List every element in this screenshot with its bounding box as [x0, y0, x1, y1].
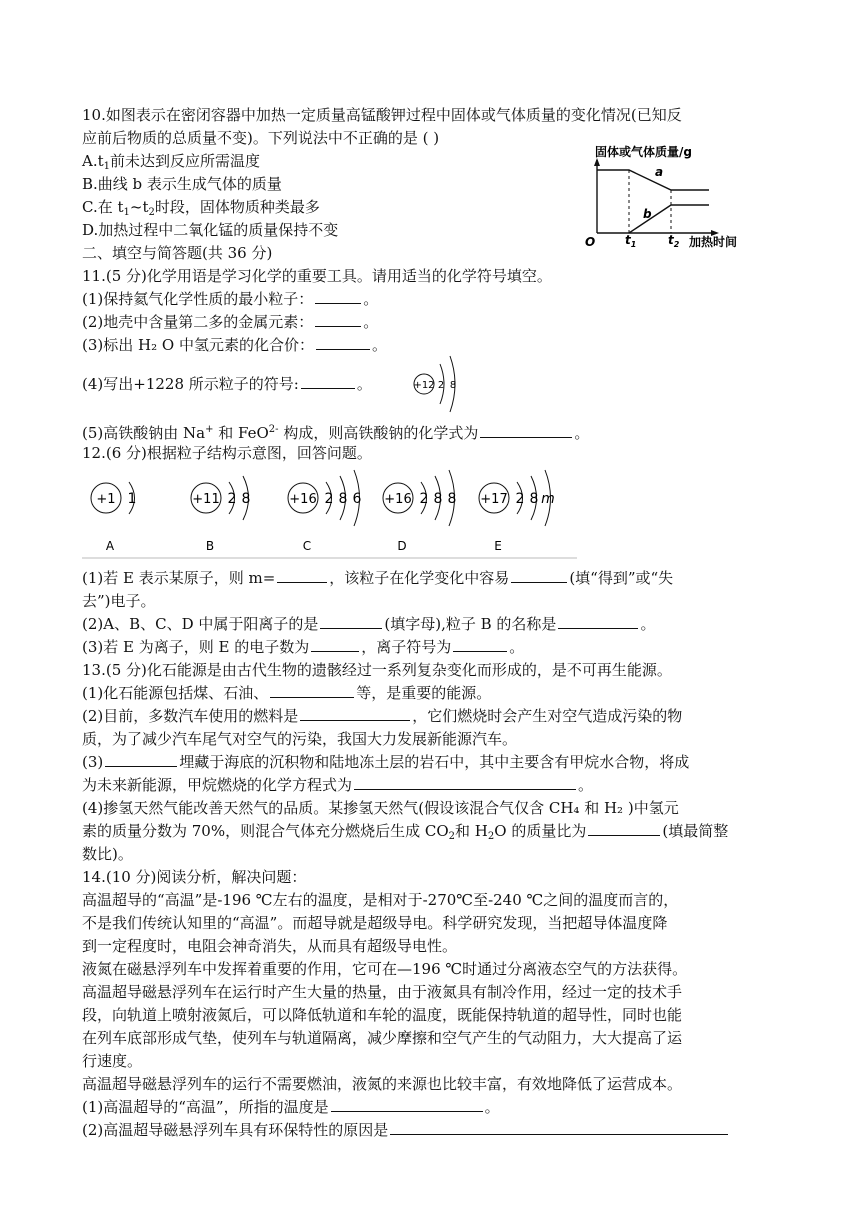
q13-part3: (3) 埋藏于海底的沉积物和陆地冻土层的岩石中，其中主要含有甲烷水合物，将成 — [82, 753, 690, 771]
particle-label: A — [105, 539, 115, 553]
answer-blank[interactable] — [354, 775, 576, 790]
q10-option-b: B.曲线 b 表示生成气体的质量 — [82, 175, 282, 193]
answer-blank[interactable] — [300, 706, 410, 721]
shell-electrons: 2 — [227, 491, 237, 507]
nucleus-charge: +12 — [413, 380, 435, 391]
shell-electrons: 6 — [352, 491, 362, 507]
answer-blank[interactable] — [315, 289, 361, 304]
q13-part3-cont: 为未来新能源，甲烷燃烧的化学方程式为 。 — [82, 776, 594, 794]
q10-stem-line1: 10.如图表示在密闭容器中加热一定质量高锰酸钾过程中固体或气体质量的变化情况(已知反 — [82, 106, 682, 124]
particle-label: E — [494, 539, 502, 553]
shell-electrons: 8 — [447, 491, 457, 507]
answer-blank[interactable] — [453, 637, 507, 652]
shell-electrons-2: 8 — [449, 380, 457, 391]
q11-part1: (1)保持氦气化学性质的最小粒子： 。 — [82, 290, 379, 308]
curve-a-label: a — [655, 165, 664, 179]
answer-blank[interactable] — [588, 821, 660, 836]
answer-blank[interactable] — [558, 614, 638, 629]
q14-stem: 14.(10 分)阅读分析，解决问题： — [82, 868, 307, 886]
q14-paragraph-line: 段，向轨道上喷射液氮后，可以降低轨道和车轮的温度，既能保持轨道的超导性，同时也能 — [82, 1006, 683, 1024]
graph-t1-label: $t_1$ — [625, 233, 637, 248]
shell-electrons: 8 — [241, 491, 251, 507]
q14-paragraph-line: 到一定程度时，电阻会神奇消失，从而具有超级导电性。 — [82, 937, 458, 955]
answer-blank[interactable] — [320, 614, 382, 629]
q10-option-c: C.在 $t_1\sim t_2$时段，固体物质种类最多 — [82, 198, 320, 218]
q13-part2-cont: 质，为了减少汽车尾气对空气的污染，我国大力发展新能源汽车。 — [82, 730, 518, 748]
particle-C — [288, 470, 362, 553]
particle-B — [191, 476, 250, 553]
q11-stem: 11.(5 分)化学用语是学习化学的重要工具。请用适当的化学符号填空。 — [82, 267, 552, 285]
shell-electrons-1: 2 — [437, 380, 445, 391]
q12-part1-cont: 去”)电子。 — [82, 592, 156, 610]
q14-part1: (1)高温超导的“高温”，所指的温度是 。 — [82, 1098, 500, 1116]
nucleus-charge: +17 — [480, 492, 508, 507]
nucleus-charge: +16 — [289, 492, 317, 507]
q14-paragraph-line: 高温超导的“高温”是-196 ℃左右的温度，是相对于-270℃至-240 ℃之间的温度而言的， — [82, 891, 679, 909]
q14-paragraph-line: 在列车底部形成气垫，使列车与轨道隔离，减少摩擦和空气产生的气动阻力，大大提高了运 — [82, 1029, 683, 1047]
q13-stem: 13.(5 分)化石能源是由古代生物的遗骸经过一系列复杂变化而形成的，是不可再生能源。 — [82, 661, 672, 679]
graph-t2-label: $t_2$ — [668, 233, 680, 248]
q11-part3: (3)标出 H₂ O 中氢元素的化合价： 。 — [82, 336, 387, 354]
q10-option-a: $A.t_1$前未达到反应所需温度 — [82, 152, 261, 172]
answer-blank[interactable] — [277, 568, 327, 583]
particle-D — [383, 470, 456, 553]
answer-blank[interactable] — [105, 752, 177, 767]
nucleus-charge: +16 — [384, 492, 412, 507]
q14-paragraph-line: 液氮在磁悬浮列车中发挥着重要的作用，它可在—196 ℃时通过分离液态空气的方法获得。 — [82, 960, 688, 978]
q14-paragraph-line: 行速度。 — [82, 1052, 143, 1070]
graph-xlabel: 加热时间 — [689, 235, 738, 248]
answer-blank[interactable] — [511, 568, 567, 583]
curve-b-label: b — [643, 207, 652, 221]
shell-electrons: 8 — [529, 491, 539, 507]
answer-blank[interactable] — [480, 423, 572, 438]
shell-electrons: 1 — [127, 491, 137, 507]
particle-A — [91, 482, 136, 553]
curve-b-line — [629, 205, 709, 233]
mass-time-graph — [585, 138, 755, 248]
q12-part2: (2)A、B、C、D 中属于阳离子的是 (填字母),粒子 B 的名称是 。 — [82, 615, 656, 633]
q12-part1: (1)若 E 表示某原子，则 m= ，该粒子在化学变化中容易 (填“得到”或“失 — [82, 569, 674, 587]
shell-electrons: m — [541, 491, 555, 507]
particle-label: C — [302, 539, 312, 553]
answer-blank[interactable] — [270, 683, 354, 698]
graph-y-arrow — [594, 158, 600, 166]
q12-stem: 12.(6 分)根据粒子结构示意图，回答问题。 — [82, 444, 372, 462]
q13-part1: (1)化石能源包括煤、石油、 等，是重要的能源。 — [82, 684, 492, 702]
q11-part4: (4)写出+1228 所示粒子的符号: 。 — [82, 375, 372, 393]
nucleus-charge: +11 — [192, 492, 220, 507]
q13-part2: (2)目前，多数汽车使用的燃料是 ，它们燃烧时会产生对空气造成污染的物 — [82, 707, 683, 725]
mg-ion-diagram — [410, 350, 470, 420]
q11-part5: (5)高铁酸钠由 Na+ 和 FeO$^{2-}$ 构成，则高铁酸钠的化学式为 。 — [82, 424, 590, 442]
q14-paragraph-line: 高温超导磁悬浮列车在运行时产生大量的热量，由于液氮具有制冷作用，经过一定的技术手 — [82, 983, 683, 1001]
q10-option-d: D.加热过程中二氧化锰的质量保持不变 — [82, 221, 339, 239]
q14-paragraph-line: 高温超导磁悬浮列车的运行不需要燃油，液氮的来源也比较丰富，有效地降低了运营成本。 — [82, 1075, 683, 1093]
answer-blank[interactable] — [316, 335, 370, 350]
q13-part4: (4)掺氢天然气能改善天然气的品质。某掺氢天然气(假设该混合气仅含 CH₄ 和 H₂ )中氢元 — [82, 799, 679, 817]
q12-part3: (3)若 E 为离子，则 E 的电子数为 ，离子符号为 。 — [82, 638, 525, 656]
shell-electrons: 2 — [515, 491, 525, 507]
q14-paragraph-line: 不是我们传统认知里的“高温”。而超导就是超级导电。科学研究发现，当把超导体温度降 — [82, 914, 668, 932]
particle-E — [479, 470, 555, 553]
shell-electrons: 8 — [338, 491, 348, 507]
shell-electrons: 2 — [419, 491, 429, 507]
nucleus-charge: +1 — [96, 492, 116, 507]
q11-part2: (2)地壳中含量第二多的金属元素： 。 — [82, 313, 379, 331]
particle-label: B — [205, 539, 215, 553]
answer-blank[interactable] — [301, 374, 355, 389]
shell-electrons: 2 — [324, 491, 334, 507]
answer-blank[interactable] — [331, 1097, 483, 1112]
particle-label: D — [397, 539, 407, 553]
answer-blank[interactable] — [315, 312, 361, 327]
curve-a-line — [597, 170, 709, 190]
particle-diagrams — [82, 464, 577, 560]
section-heading: 二、填空与简答题(共 36 分) — [82, 244, 273, 262]
graph-ylabel: 固体或气体质量/g — [595, 145, 692, 159]
shell-electrons: 8 — [433, 491, 443, 507]
q13-part4-cont: 素的质量分数为 70%，则混合气体充分燃烧后生成 $CO_2$和 $H_2O$ 的质量比为 (填最简整 — [82, 822, 729, 842]
q13-part4-end: 数比)。 — [82, 845, 133, 863]
answer-blank[interactable] — [311, 637, 359, 652]
graph-origin: O — [585, 235, 596, 248]
q14-part2: (2)高温超导磁悬浮列车具有环保特性的原因是 — [82, 1119, 730, 1141]
answer-blank[interactable] — [390, 1120, 728, 1135]
q10-stem-line2: 应前后物质的总质量不变)。下列说法中不正确的是 ( ) — [82, 129, 440, 147]
